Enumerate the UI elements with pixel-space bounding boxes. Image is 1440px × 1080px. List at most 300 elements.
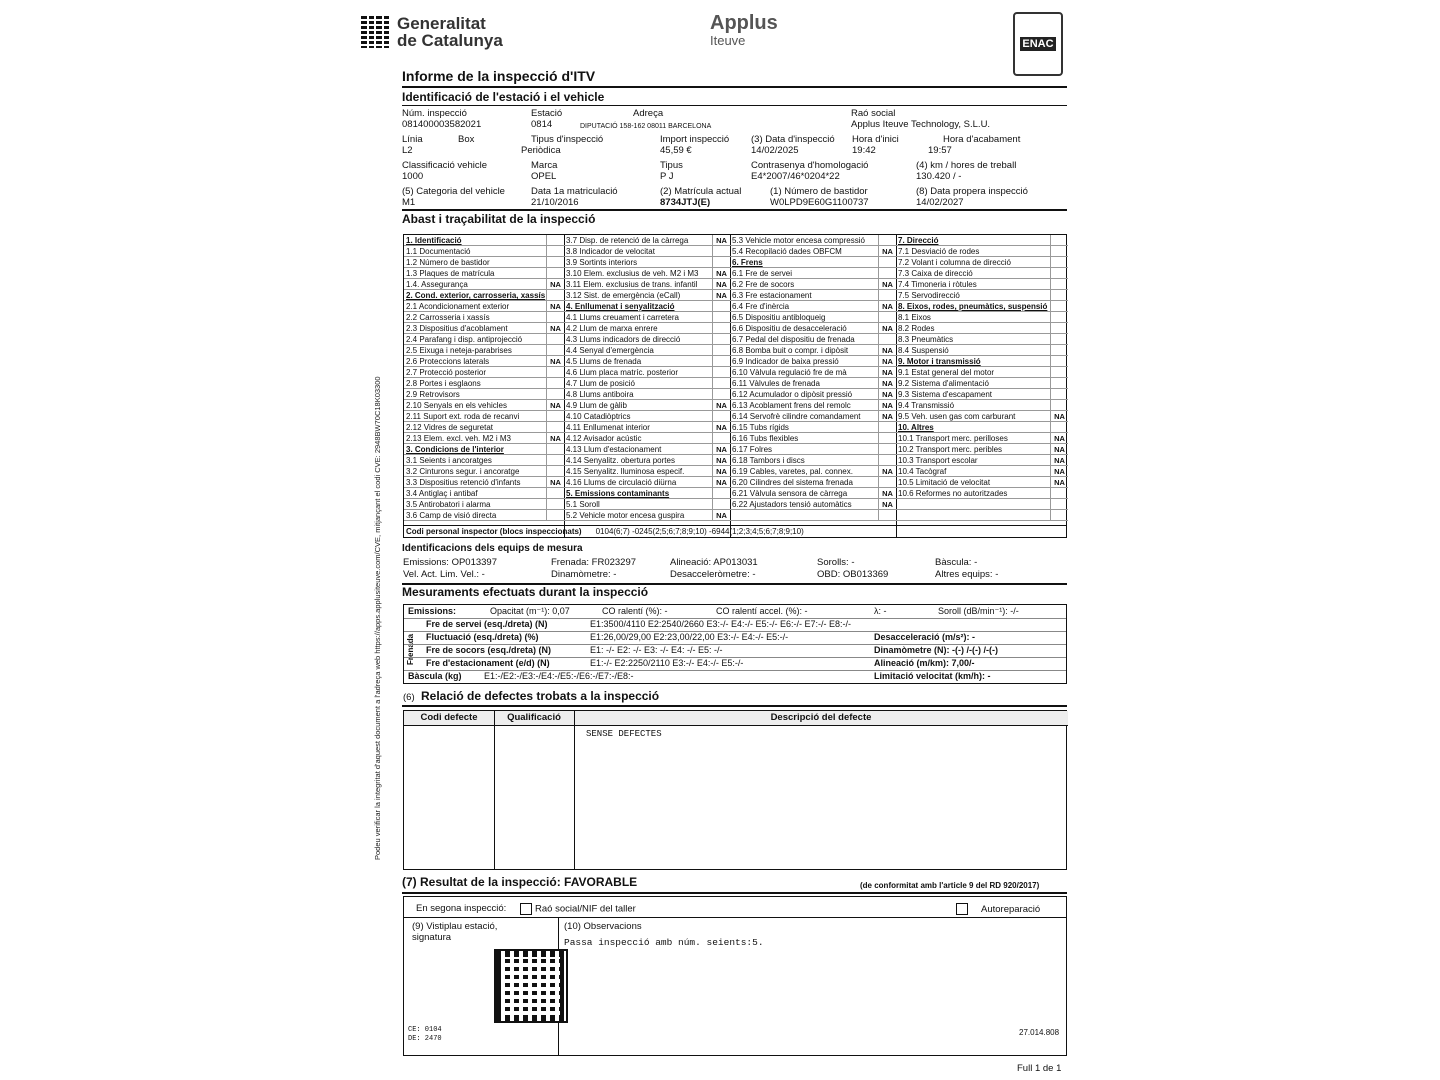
- prop-value: 14/02/2027: [916, 197, 964, 208]
- scope-item-status: NA: [712, 268, 730, 279]
- scope-item-status: [1050, 246, 1068, 257]
- scope-item: 4.8 Llums antiboira: [564, 389, 712, 400]
- scope-item-status: [878, 334, 896, 345]
- scope-item: 7.3 Caixa de direcció: [896, 268, 1050, 279]
- scope-item-status: NA: [1050, 466, 1068, 477]
- estacio-label: Estació: [531, 108, 563, 119]
- scope-item: 4.4 Senyal d'emergència: [564, 345, 712, 356]
- rao-value: Applus Iteuve Technology, S.L.U.: [851, 119, 991, 130]
- contra-value: E4*2007/46*0204*22: [751, 171, 840, 182]
- mes-r5v: E1:-/E2:-/E3:-/E4:-/E5:-/E6:-/E7:-/E8:-: [484, 671, 634, 681]
- mes-emis: Emissions:: [408, 606, 457, 616]
- segona-label: En segona inspecció:: [416, 903, 507, 914]
- hacab-label: Hora d'acabament: [943, 134, 1021, 145]
- scope-item: 3.7 Disp. de retenció de la càrrega: [564, 235, 712, 246]
- scope-item-status: NA: [878, 301, 896, 312]
- scope-item-status: NA: [878, 466, 896, 477]
- scope-item-status: [546, 411, 564, 422]
- scope-item: 6.5 Dispositiu antibloqueig: [730, 312, 878, 323]
- scope-item: 6.3 Fre estacionament: [730, 290, 878, 301]
- scope-item-status: [1050, 378, 1068, 389]
- generalitat-logo: [361, 12, 503, 52]
- bast-value: W0LPD9E60G1100737: [770, 197, 869, 208]
- mes-r1v: E1:3500/4110 E2:2540/2660 E3:-/- E4:-/- E5:-/- E6:-/- E7:-/- E8:-/-: [590, 619, 851, 629]
- scope-item-status: [546, 235, 564, 246]
- scope-item: 6.13 Acoblament frens del remolc: [730, 400, 878, 411]
- scope-item: 6.14 Servofrè cilindre comandament: [730, 411, 878, 422]
- scope-item-status: [546, 378, 564, 389]
- qr-code-icon: [494, 949, 568, 1023]
- scope-item-status: NA: [546, 323, 564, 334]
- scope-item-status: [712, 334, 730, 345]
- observacions-label: (10) Observacions: [564, 921, 642, 932]
- scope-item: 9.5 Veh. usen gas com carburant: [896, 411, 1050, 422]
- scope-item: 6.22 Ajustadors tensió automàtics: [730, 499, 878, 510]
- scope-item: 4.14 Senyalitz. obertura portes: [564, 455, 712, 466]
- scope-item-status: [546, 334, 564, 345]
- scope-item: 7.5 Servodirecció: [896, 290, 1050, 301]
- scope-item-status: [546, 246, 564, 257]
- defects-table: [403, 710, 1067, 870]
- scope-item: 3.4 Antiglaç i antibaf: [404, 488, 546, 499]
- scope-item-status: [1050, 279, 1068, 290]
- adreca-label: Adreça: [633, 108, 664, 119]
- scope-item: 8.1 Eixos: [896, 312, 1050, 323]
- mat-value: 8734JTJ(E): [660, 197, 711, 208]
- scope-item: 10. Altres: [896, 422, 1050, 433]
- section-mesuraments: Mesuraments efectuats durant la inspecció: [402, 585, 649, 599]
- scope-item: 6.16 Tubs flexibles: [730, 433, 878, 444]
- mes-r5r: Limitació velocitat (km/h): -: [874, 671, 991, 681]
- scope-item-status: NA: [546, 279, 564, 290]
- scope-item-status: [712, 312, 730, 323]
- scope-item: 2.2 Carrosseria i xassís: [404, 312, 546, 323]
- linia-value: L2: [402, 145, 413, 156]
- scope-item-status: [878, 433, 896, 444]
- scope-item-status: [712, 246, 730, 257]
- codi-label: Codi personal inspector (blocs inspeccionats): [406, 527, 582, 536]
- scope-item: 5.4 Recopilació dades OBFCM: [730, 246, 878, 257]
- scope-item: 6.7 Pedal del dispositiu de frenada: [730, 334, 878, 345]
- scope-item: 1. Identificació: [404, 235, 546, 246]
- scope-item: 2.12 Vidres de seguretat: [404, 422, 546, 433]
- scope-item: 6.9 Indicador de baixa pressió: [730, 356, 878, 367]
- cat-value: M1: [402, 197, 416, 208]
- equip-alineacio: Alineació: AP013031: [670, 557, 758, 568]
- tipus-value: Periòdica: [521, 145, 561, 156]
- scope-item-status: [1050, 488, 1068, 499]
- equip-sorolls: Sorolls: -: [817, 557, 855, 568]
- fluctuacio-row: [404, 631, 1066, 645]
- scope-item: 4.9 Llum de gàlib: [564, 400, 712, 411]
- hacab-value: 19:57: [928, 145, 952, 156]
- applus-logo: [710, 14, 778, 50]
- scope-item: 6.11 Vàlvules de frenada: [730, 378, 878, 389]
- scope-item-status: [878, 290, 896, 301]
- scope-item: 6.15 Tubs rígids: [730, 422, 878, 433]
- equip-emissions: Emissions: OP013397: [403, 557, 497, 568]
- num-label: Núm. inspecció: [402, 108, 467, 119]
- mes-lambda: λ: -: [874, 606, 887, 616]
- scope-item: 7. Direcció: [896, 235, 1050, 246]
- divider: [574, 711, 575, 869]
- codi-value: 0104(6;7) -0245(2;5;6;7;8;9;10) -6944(1;2;3;4;5;6;7;8;9;10): [595, 527, 804, 536]
- scope-item: 6.12 Acumulador o dipòsit pressió: [730, 389, 878, 400]
- scope-item-status: [712, 257, 730, 268]
- equip-obd: OBD: OB013369: [817, 569, 889, 580]
- mes-r4v: E1:-/- E2:2250/2110 E3:-/- E4:-/- E5:-/-: [590, 658, 744, 668]
- scope-item-status: [546, 444, 564, 455]
- scope-item-status: NA: [546, 356, 564, 367]
- scope-item: 1.1 Documentació: [404, 246, 546, 257]
- bast-label: (1) Número de bastidor: [770, 186, 868, 197]
- scope-item-status: [878, 455, 896, 466]
- mat1-value: 21/10/2016: [531, 197, 579, 208]
- mes-soroll: Soroll (dB/min⁻¹): -/-: [938, 606, 1019, 616]
- defects-col-qualif: Qualificació: [494, 711, 574, 726]
- scope-item: 2.10 Senyals en els vehicles: [404, 400, 546, 411]
- scope-item: 4.15 Senyalitz. lluminosa especif.: [564, 466, 712, 477]
- scope-item-status: NA: [878, 400, 896, 411]
- divider: [494, 711, 495, 869]
- defects-text: SENSE DEFECTES: [586, 729, 662, 739]
- scope-item: 3.1 Seients i ancoratges: [404, 455, 546, 466]
- estacio-value: 0814: [531, 119, 553, 130]
- scope-item: 2. Cond. exterior, carrosseria, xassís: [406, 291, 546, 300]
- scope-item: 6.2 Fre de socors: [730, 279, 878, 290]
- scope-item-status: [878, 312, 896, 323]
- defects-col-desc: Descripció del defecte: [574, 711, 1068, 726]
- scope-item-status: [546, 466, 564, 477]
- generalitat-emblem-icon: [361, 16, 389, 48]
- scope-item: 6.6 Dispositiu de desacceleració: [730, 323, 878, 334]
- equip-altres: Altres equips: -: [935, 569, 999, 580]
- scope-item-status: [546, 422, 564, 433]
- scope-item-status: NA: [546, 400, 564, 411]
- scope-item: 1.4. Assegurança: [404, 279, 546, 290]
- scope-item: 6.17 Folres: [730, 444, 878, 455]
- divider: [402, 86, 1067, 88]
- mes-r3v: E1: -/- E2: -/- E3: -/- E4: -/- E5: -/-: [590, 645, 723, 655]
- scope-item: 10.5 Limitació de velocitat: [896, 477, 1050, 488]
- mes-co1: CO ralentí (%): -: [602, 606, 668, 616]
- scope-item: 2.5 Eixuga i neteja-parabrises: [404, 345, 546, 356]
- mat1-label: Data 1a matriculació: [531, 186, 618, 197]
- equip-frenada: Frenada: FR023297: [551, 557, 637, 568]
- scope-item: 2.9 Retrovisors: [404, 389, 546, 400]
- prop-label: (8) Data propera inspecció: [916, 186, 1028, 197]
- scope-item-status: [878, 510, 896, 521]
- side-verification-text: Podeu verificar la integritat d'aquest document a l'adreça web https://apps.applusiteuve.com/CVE, mitjançant el codi CVE: 2948BW70C18K03300: [373, 376, 382, 860]
- tipus-label: Tipus d'inspecció: [531, 134, 604, 145]
- divider: [402, 209, 1067, 211]
- scope-item: 2.13 Elem. excl. veh. M2 i M3: [404, 433, 546, 444]
- scope-item-status: [878, 268, 896, 279]
- scope-item-status: [546, 510, 564, 521]
- scope-item: 3.11 Elem. exclusius de trans. infantil: [564, 279, 712, 290]
- scope-item: 10.3 Transport escolar: [896, 455, 1050, 466]
- mes-r4r: Alineació (m/km): 7,00/-: [874, 658, 975, 668]
- scope-item-status: [1050, 268, 1068, 279]
- scope-item: 4.2 Llum de marxa enrere: [564, 323, 712, 334]
- equip-desacc: Desacceleròmetre: -: [670, 569, 756, 580]
- scope-column: [730, 235, 897, 537]
- mes-co2: CO ralentí accel. (%): -: [716, 606, 808, 616]
- section-abast: Abast i traçabilitat de la inspecció: [402, 212, 596, 226]
- scope-item-status: [712, 367, 730, 378]
- scope-item-status: [712, 378, 730, 389]
- data-label: (3) Data d'inspecció: [751, 134, 835, 145]
- scope-item-status: [1050, 356, 1068, 367]
- scope-item: 9. Motor i transmissió: [896, 356, 1050, 367]
- applus-text: Applus: [710, 12, 778, 34]
- vistiplau-label: (9) Vistiplau estació, signatura: [412, 921, 498, 943]
- enac-seal: [1013, 12, 1063, 76]
- scope-item-status: NA: [1050, 433, 1068, 444]
- rao-label: Raó social: [851, 108, 896, 119]
- scope-item-status: NA: [878, 323, 896, 334]
- inspection-report: [355, 0, 1075, 1080]
- scope-item: 5.1 Soroll: [564, 499, 712, 510]
- checkbox-icon[interactable]: [956, 903, 968, 915]
- scope-item-status: [1050, 334, 1068, 345]
- scope-item-status: [712, 488, 730, 499]
- mes-r5l: Bàscula (kg): [408, 671, 462, 681]
- measurements-table: [403, 604, 1067, 684]
- scope-item: 2.11 Suport ext. roda de recanvi: [404, 411, 546, 422]
- equip-vel: Vel. Act. Lim. Vel.: -: [403, 569, 485, 580]
- scope-item-status: NA: [712, 422, 730, 433]
- fre-servei-row: [404, 618, 1066, 632]
- bascula-row: [404, 670, 1066, 683]
- scope-item: 1.2 Número de bastidor: [404, 257, 546, 268]
- scope-item-status: [546, 345, 564, 356]
- scope-item: 4.7 Llum de posició: [564, 378, 712, 389]
- scope-item-status: NA: [712, 235, 730, 246]
- hinici-value: 19:42: [852, 145, 876, 156]
- emissions-row: [404, 605, 1066, 619]
- scope-item-status: NA: [1050, 477, 1068, 488]
- scope-item-status: NA: [546, 301, 564, 312]
- marca-label: Marca: [531, 160, 558, 171]
- mes-r3r: Dinamòmetre (N): -(-) /-(-) /-(-): [874, 645, 998, 655]
- scope-item-status: [878, 235, 896, 246]
- scope-item-status: [1050, 499, 1068, 510]
- scope-item: 8.2 Rodes: [896, 323, 1050, 334]
- contra-label: Contrasenya d'homologació: [751, 160, 869, 171]
- scope-item-status: [712, 356, 730, 367]
- scope-item: [896, 510, 1050, 521]
- scope-item: 3.6 Camp de visió directa: [404, 510, 546, 521]
- scope-item: 4.13 Llum d'estacionament: [564, 444, 712, 455]
- scope-item-status: [546, 389, 564, 400]
- scope-item-status: [712, 301, 730, 312]
- scope-item: 4. Enllumenat i senyalització: [564, 301, 712, 312]
- scope-item: 7.2 Volant i columna de direcció: [896, 257, 1050, 268]
- box-label: Box: [458, 134, 475, 145]
- scope-item: 9.4 Transmissió: [896, 400, 1050, 411]
- scope-item-status: NA: [712, 444, 730, 455]
- scope-column: [896, 235, 1068, 537]
- cat-label: (5) Categoria del vehicle: [402, 186, 505, 197]
- linia-label: Línia: [402, 134, 423, 145]
- resultat-note: (de conformitat amb l'article 9 del RD 920/2017): [860, 881, 1040, 890]
- section-defectes: Relació de defectes trobats a la inspecció: [421, 689, 660, 703]
- section-ident: Identificació de l'estació i el vehicle: [402, 90, 605, 104]
- scope-item: 5. Emissions contaminants: [564, 488, 712, 499]
- scope-item: 4.6 Llum placa matríc. posterior: [564, 367, 712, 378]
- import-value: 45,59 €: [660, 145, 692, 156]
- scope-item: 9.1 Estat general del motor: [896, 367, 1050, 378]
- scope-item: 3.3 Dispositius retenció d'infants: [404, 477, 546, 488]
- scope-item-status: NA: [878, 411, 896, 422]
- scope-item-status: NA: [878, 367, 896, 378]
- data-value: 14/02/2025: [751, 145, 799, 156]
- mes-r2v: E1:26,00/29,00 E2:23,00/22,00 E3:-/- E4:-/- E5:-/-: [590, 632, 789, 642]
- km-value: 130.420 / -: [916, 171, 962, 182]
- mes-r2l: Fluctuació (esq./dreta) (%): [426, 632, 539, 642]
- page-number: Full 1 de 1: [1017, 1063, 1062, 1074]
- classif-value: 1000: [402, 171, 424, 182]
- scope-item-status: NA: [878, 356, 896, 367]
- frenada-label: Frenada: [406, 633, 415, 665]
- scope-item: 7.1 Desviació de rodes: [896, 246, 1050, 257]
- scope-item: 5.3 Vehicle motor encesa compressió: [730, 235, 878, 246]
- scope-item-status: [1050, 510, 1068, 521]
- scope-item: [896, 499, 1050, 510]
- scope-item: 2.7 Protecció posterior: [404, 367, 546, 378]
- mes-r4l: Fre d'estacionament (e/d) (N): [426, 658, 550, 668]
- scope-item: 2.4 Parafang i disp. antiprojecció: [404, 334, 546, 345]
- scope-item-status: [546, 455, 564, 466]
- scope-item-status: [546, 499, 564, 510]
- scope-item-status: NA: [712, 279, 730, 290]
- scope-item: 9.3 Sistema d'escapament: [896, 389, 1050, 400]
- brand-left-1: Generalitat: [397, 14, 486, 33]
- scope-item-status: [878, 477, 896, 488]
- scope-item-status: [878, 444, 896, 455]
- de-code: DE: 2470: [408, 1035, 442, 1043]
- equip-dinamometre: Dinamòmetre: -: [551, 569, 617, 580]
- mes-r2r: Desacceleració (m/s²): -: [874, 632, 976, 642]
- ce-code: CE: 0104: [408, 1026, 442, 1034]
- applus-sub: Iteuve: [710, 33, 746, 48]
- rao-taller-option[interactable]: [520, 903, 636, 915]
- scope-item-status: NA: [1050, 455, 1068, 466]
- rao-taller-label: Raó social/NIF del taller: [535, 903, 636, 915]
- scope-item-status: [1050, 345, 1068, 356]
- scope-item: 3.10 Elem. exclusius de veh. M2 i M3: [564, 268, 712, 279]
- scope-item-status: [546, 367, 564, 378]
- scope-item-status: [1050, 389, 1068, 400]
- scope-item-status: [1050, 312, 1068, 323]
- scope-item: 6.10 Vàlvula regulació fre de mà: [730, 367, 878, 378]
- scope-item: 2.8 Portes i esglaons: [404, 378, 546, 389]
- scope-item-status: NA: [1050, 411, 1068, 422]
- scope-item: 6.20 Cilindres del sistema frenada: [730, 477, 878, 488]
- scope-column: [564, 235, 731, 537]
- scope-item-status: [712, 389, 730, 400]
- mes-r3l: Fre de socors (esq./dreta) (N): [426, 645, 552, 655]
- scope-item: 7.4 Timoneria i ròtules: [896, 279, 1050, 290]
- scope-item: 10.6 Reformes no autoritzades: [896, 488, 1050, 499]
- scope-item: 4.11 Enllumenat interior: [564, 422, 712, 433]
- defects-number: (6): [403, 692, 415, 703]
- scope-item-status: NA: [878, 345, 896, 356]
- scope-item-status: [546, 488, 564, 499]
- scope-item-status: [712, 411, 730, 422]
- autoreparacio-label: Autoreparació: [981, 903, 1041, 915]
- scope-item: 4.16 Llums de circulació diürna: [564, 477, 712, 488]
- adreca-value: DIPUTACIÓ 158-162 08011 BARCELONA: [580, 123, 712, 130]
- autoreparacio-option[interactable]: [956, 903, 1040, 915]
- hinici-label: Hora d'inici: [852, 134, 899, 145]
- marca-value: OPEL: [531, 171, 557, 182]
- import-label: Import inspecció: [660, 134, 730, 145]
- scope-item-status: NA: [878, 246, 896, 257]
- scope-item: 5.2 Vehicle motor encesa guspira: [564, 510, 712, 521]
- section-equips: Identificacions dels equips de mesura: [402, 543, 583, 554]
- scope-item: 4.12 Avisador acústic: [564, 433, 712, 444]
- tipus2-label: Tipus: [660, 160, 683, 171]
- scope-item: 6.21 Vàlvula sensora de càrrega: [730, 488, 878, 499]
- scope-item-status: NA: [878, 279, 896, 290]
- scope-item-status: [878, 257, 896, 268]
- scope-item-status: NA: [712, 400, 730, 411]
- scope-item: 6.18 Tambors i discs: [730, 455, 878, 466]
- doc-code: 27.014.808: [1019, 1028, 1060, 1037]
- scope-item-status: NA: [546, 477, 564, 488]
- divider: [402, 105, 1067, 106]
- tipus2-value: P J: [660, 171, 674, 182]
- scope-item: 4.1 Llums creuament i carretera: [564, 312, 712, 323]
- fre-estacionament-row: [404, 657, 1066, 671]
- scope-item: 2.3 Dispositius d'acoblament: [404, 323, 546, 334]
- section-resultat: (7) Resultat de la inspecció: FAVORABLE: [402, 875, 638, 889]
- scope-item: 10.1 Transport merc. perilloses: [896, 433, 1050, 444]
- enac-text: ENAC: [1022, 38, 1054, 50]
- scope-item-status: NA: [712, 455, 730, 466]
- scope-item: 8. Eixos, rodes, pneumàtics, suspensió: [896, 301, 1050, 312]
- scope-item-status: [712, 345, 730, 356]
- scope-item: 4.3 Llums indicadors de direcció: [564, 334, 712, 345]
- scope-item-status: [712, 323, 730, 334]
- scope-column: [404, 235, 565, 537]
- scope-item-status: [546, 290, 564, 301]
- scope-item-status: [1050, 422, 1068, 433]
- scope-item-status: NA: [878, 378, 896, 389]
- mes-opac: Opacitat (m⁻¹): 0,07: [490, 606, 570, 616]
- scope-item-status: [546, 257, 564, 268]
- km-label: (4) km / hores de treball: [916, 160, 1017, 171]
- page-title: Informe de la inspecció d'ITV: [402, 68, 596, 84]
- scope-item: 6.4 Fre d'inèrcia: [730, 301, 878, 312]
- scope-item-status: NA: [712, 290, 730, 301]
- scope-item-status: NA: [878, 488, 896, 499]
- scope-item: 4.5 Llums de frenada: [564, 356, 712, 367]
- scope-item: 8.3 Pneumàtics: [896, 334, 1050, 345]
- scope-item: 9.2 Sistema d'alimentació: [896, 378, 1050, 389]
- checkbox-icon[interactable]: [520, 903, 532, 915]
- result-box: [403, 896, 1067, 1056]
- scope-item: 6. Frens: [730, 257, 878, 268]
- scope-item: 3.2 Cinturons segur. i ancoratge: [404, 466, 546, 477]
- scope-item-status: NA: [1050, 444, 1068, 455]
- scope-item: 3.12 Sist. de emergència (eCall): [564, 290, 712, 301]
- scope-item-status: [546, 312, 564, 323]
- scope-item-status: [1050, 323, 1068, 334]
- scope-item-status: NA: [712, 510, 730, 521]
